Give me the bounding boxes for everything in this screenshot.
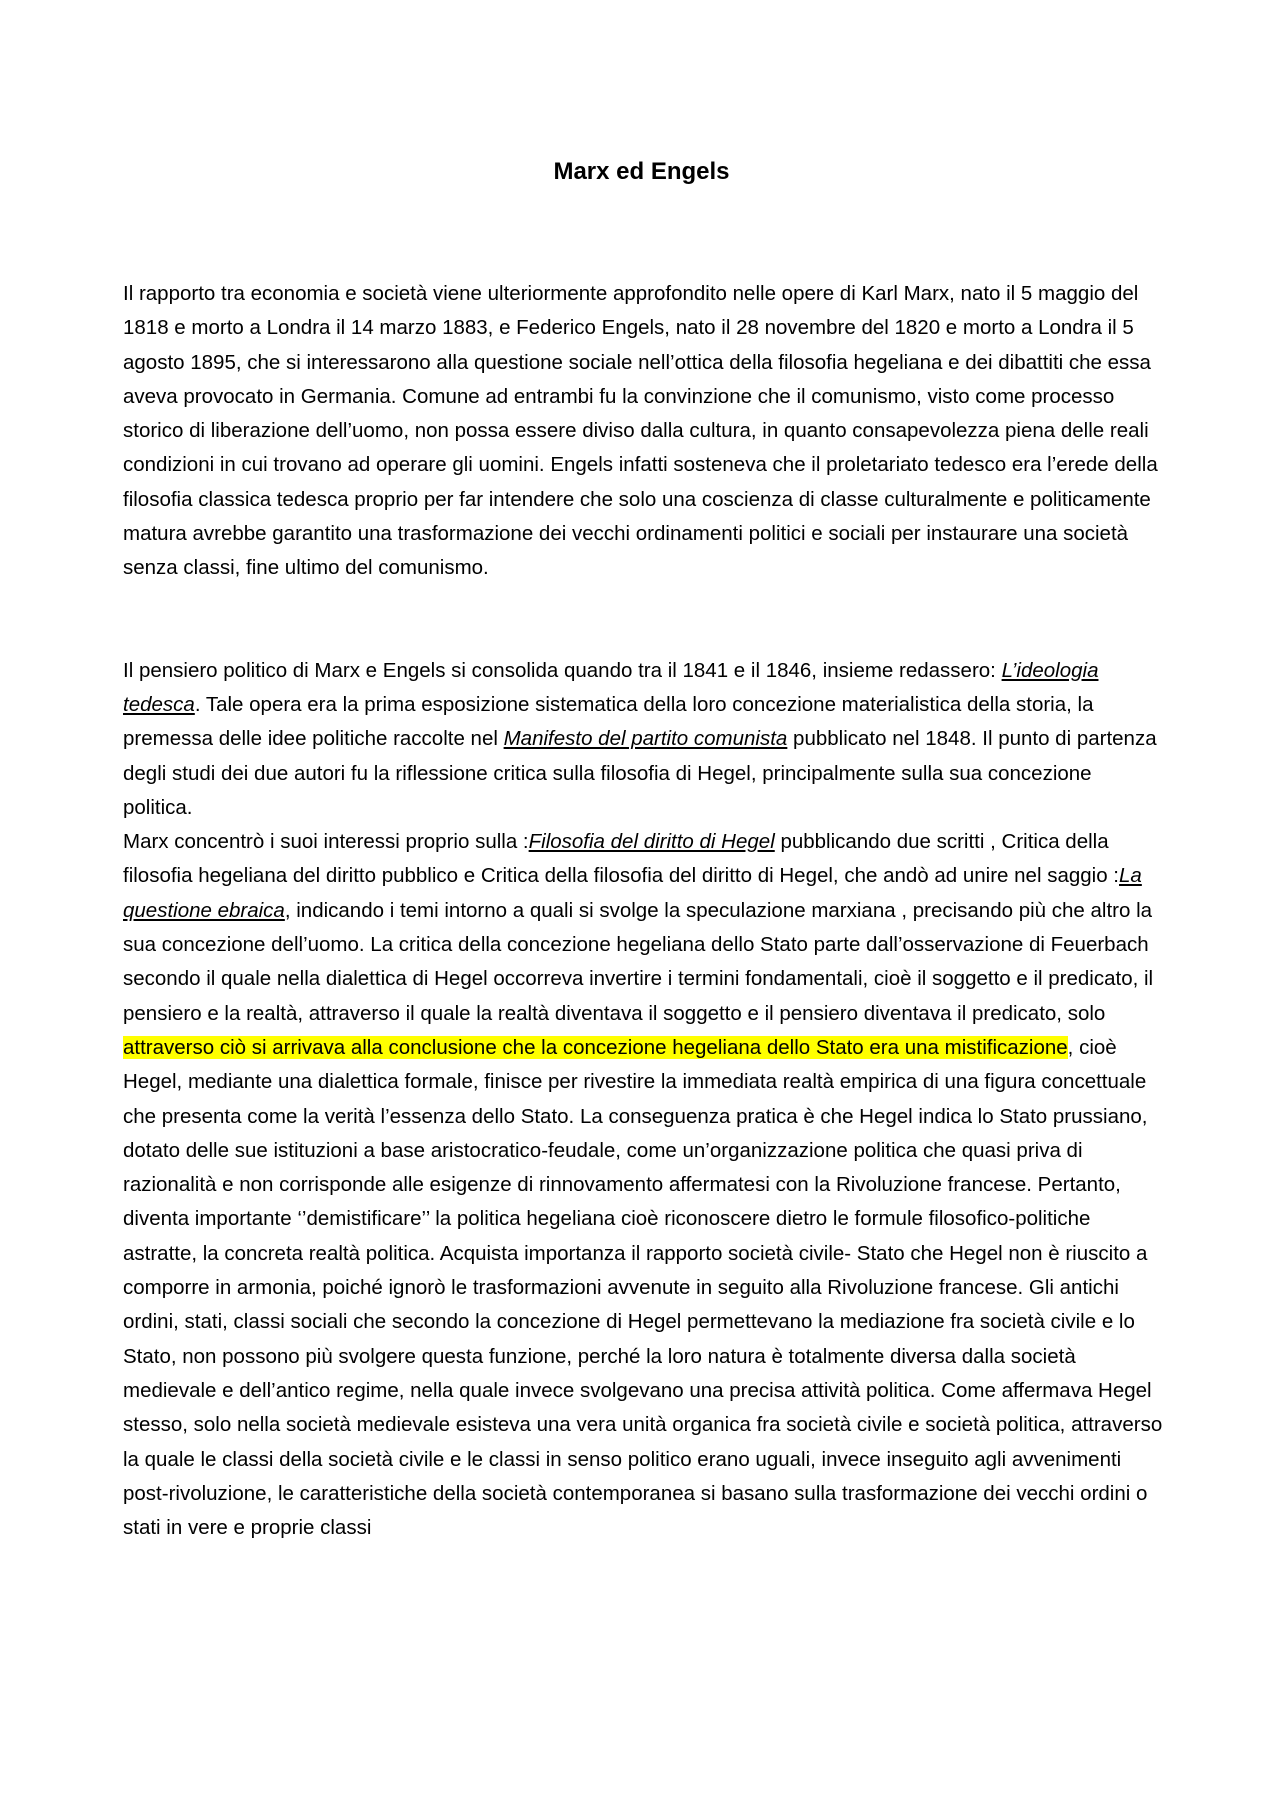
- work-title-questione-ebraica: La questione ebraica: [123, 864, 1142, 922]
- highlighted-text: attraverso ciò si arrivava alla conclusione che la concezione hegeliana dello Stato era una mistificazione: [123, 1035, 1068, 1059]
- paragraph-text: , indicando i temi intorno a quali si svolge la speculazione marxiana , precisando più che altro la sua concezione dell’uomo. La critica della concezione hegeliana dello Stato parte dall’osservazione di Feuerbach secondo il quale nella dialettica di Hegel occorreva invertire i termini fondamentali, cioè il soggetto e il predicato, il pensiero e la realtà, attraverso il quale la realtà diventava il soggetto e il pensiero diventava il predicato, solo: [123, 898, 1154, 1025]
- paragraph-text: pubblicando due scritti , Critica della filosofia hegeliana del diritto pubblico e Critica della filosofia del diritto di Hegel, che andò ad unire nel saggio :: [123, 830, 1120, 888]
- document-title: Marx ed Engels: [553, 158, 730, 185]
- paragraph-political-thought: [123, 654, 1163, 825]
- work-title-filosofia-diritto: Filosofia del diritto di Hegel: [528, 830, 775, 854]
- paragraph-text: Il pensiero politico di Marx e Engels si consolida quando tra il 1841 e il 1846, insieme redassero:: [123, 658, 1002, 682]
- work-title-ideologia-tedesca: L’ideologia tedesca: [123, 658, 1099, 716]
- work-title-manifesto: Manifesto del partito comunista: [503, 727, 788, 751]
- paragraph-text: . Tale opera era la prima esposizione sistematica della loro concezione materialistica della storia, la premessa delle idee politiche raccolte nel: [123, 692, 1094, 751]
- paragraph-text: pubblicato nel 1848. Il punto di partenza degli studi dei due autori fu la riflessione critica sulla filosofia di Hegel, principalmente sulla sua concezione politica.: [123, 727, 1157, 819]
- paragraph-text: , cioè Hegel, mediante una dialettica formale, finisce per rivestire la immediata realtà empirica di una figura concettuale che presenta come la verità l’essenza dello Stato. La conseguenza pratica è che Hegel indica lo Stato prussiano, dotato delle sue istituzioni a base aristocratico-feudale, come un’organizzazione politica che quasi priva di razionalità e non corrisponde alle esigenze di rinnovamento affermatesi con la Rivoluzione francese. Pertanto, diventa importante ‘’demistificare’’ la politica hegeliana cioè riconoscere dietro le formule filosofico-politiche astratte, la concreta realtà politica. Acquista importanza il rapporto società civile- Stato che Hegel non è riuscito a comporre in armonia, poiché ignorò le trasformazioni avvenute in seguito alla Rivoluzione francese. Gli antichi ordini, stati, classi sociali che secondo la concezione di Hegel permettevano la mediazione fra società civile e lo Stato, non possono più svolgere questa funzione, perché la loro natura è totalmente diversa dalla società medievale e dell’antico regime, nella quale invece svolgevano una precisa attività politica. Come affermava Hegel stesso, solo nella società medievale esisteva una vera unità organica fra società civile e società politica, attraverso la quale le classi della società civile e le classi in senso politico erano uguali, invece inseguito agli avvenimenti post-rivoluzione, le caratteristiche della società contemporanea si basano sulla trasformazione dei vecchi ordini o stati in vere e proprie classi: [123, 1035, 1163, 1540]
- paragraph-critique-hegel: [123, 825, 1163, 1545]
- paragraph-intro: Il rapporto tra economia e società viene ulteriormente approfondito nelle opere di Karl Marx, nato il 5 maggio del 1818 e morto a Londra il 14 marzo 1883, e Federico Engels, nato il 28 novembre del 1820 e morto a Londra il 5 agosto 1895, che si interessarono alla questione sociale nell’ottica della filosofia hegeliana e dei dibattiti che essa aveva provocato in Germania. Comune ad entrambi fu la convinzione che il comunismo, visto come processo storico di liberazione dell’uomo, non possa essere diviso dalla cultura, in quanto consapevolezza piena delle reali condizioni in cui trovano ad operare gli uomini. Engels infatti sosteneva che il proletariato tedesco era l’erede della filosofia classica tedesca proprio per far intendere che solo una coscienza di classe culturalmente e politicamente matura avrebbe garantito una trasformazione dei vecchi ordinamenti politici e sociali per instaurare una società senza classi, fine ultimo del comunismo.: [123, 282, 1158, 580]
- paragraph-text: Marx concentrò i suoi interessi proprio sulla :: [123, 830, 529, 854]
